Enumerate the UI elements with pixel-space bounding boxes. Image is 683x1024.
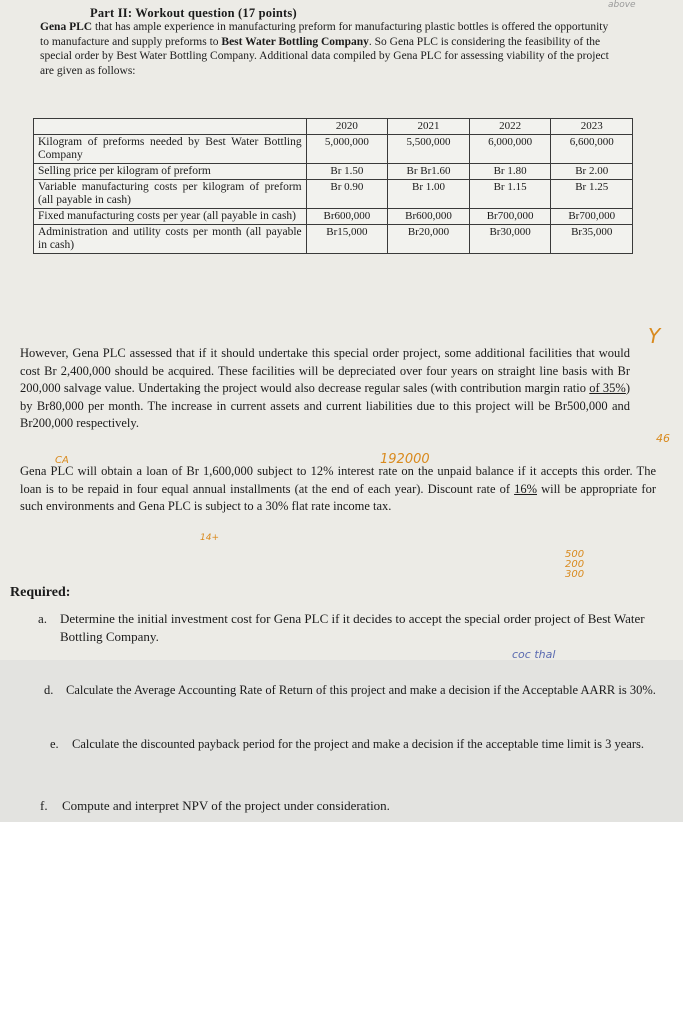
table-cell: Br30,000 xyxy=(469,225,551,254)
table-cell: 5,000,000 xyxy=(306,135,388,164)
table-cell: Br 0.90 xyxy=(306,180,388,209)
handwritten-192000: 192000 xyxy=(380,452,430,467)
question-text: Calculate the Average Accounting Rate of Return of this project and make a decision if the Acceptable AARR is 30%. xyxy=(66,683,656,697)
intro-text: that has ample experience in manufacturing preform for manufacturing plastic bottles is offered the opportunity to manufacture and supply preforms to xyxy=(40,21,609,48)
row-label: Administration and utility costs per month (all payable in cash) xyxy=(34,225,307,254)
table-row xyxy=(34,164,633,180)
row-label: Variable manufacturing costs per kilogram of preform (all payable in cash) xyxy=(34,180,307,209)
year-header: 2023 xyxy=(551,119,633,135)
loan-paragraph xyxy=(20,463,656,516)
row-label: Kilogram of preforms needed by Best Water Bottling Company xyxy=(34,135,307,164)
para2-text-end: will be appropriate for such environments and Gena PLC is subject to a 30% flat rate income tax. xyxy=(20,481,656,513)
para1-underlined: of 35% xyxy=(589,381,626,395)
table-row xyxy=(34,135,633,164)
table-cell: Br 2.00 xyxy=(551,164,633,180)
table-header-row xyxy=(34,119,633,135)
handwritten-stack-line: 200 xyxy=(565,559,585,570)
handwritten-ca: CA xyxy=(55,455,69,466)
handwritten-14: 14+ xyxy=(200,533,219,543)
table-cell: 6,600,000 xyxy=(551,135,633,164)
handwritten-stack xyxy=(565,550,584,580)
handwritten-above: above xyxy=(608,0,636,10)
table-cell: Br700,000 xyxy=(551,209,633,225)
year-header: 2020 xyxy=(306,119,388,135)
blank-area xyxy=(0,822,683,1024)
question-letter: d. xyxy=(44,683,54,697)
table-cell: 6,000,000 xyxy=(469,135,551,164)
intro-paragraph xyxy=(40,20,620,78)
table-cell: Br Br1.60 xyxy=(388,164,470,180)
para1-text: However, Gena PLC assessed that if it should undertake this special order project, some additional facilities that would cost Br 2,400,000 should be acquired. These facilities will be depreciated over four years on straight line basis with Br 200,000 salvage value. Undertaking the project would also decrease regular sales (with contribution margin ratio xyxy=(20,346,630,395)
question-d xyxy=(44,682,664,698)
table-cell: Br20,000 xyxy=(388,225,470,254)
project-data-table xyxy=(33,118,633,254)
table-cell: Br35,000 xyxy=(551,225,633,254)
question-text: Compute and interpret NPV of the project under consideration. xyxy=(62,798,390,813)
table-cell: Br600,000 xyxy=(388,209,470,225)
question-text: Determine the initial investment cost for Gena PLC if it decides to accept the special order project of Best Water Bottling Company. xyxy=(60,611,645,644)
additional-facilities-paragraph xyxy=(20,345,630,433)
table-corner-cell xyxy=(34,119,307,135)
required-heading: Required: xyxy=(10,585,71,600)
row-label: Selling price per kilogram of preform xyxy=(34,164,307,180)
table-cell: Br 1.25 xyxy=(551,180,633,209)
handwritten-46: 46 xyxy=(656,432,670,445)
table-cell: Br15,000 xyxy=(306,225,388,254)
table-row xyxy=(34,225,633,254)
table-cell: 5,500,000 xyxy=(388,135,470,164)
table-row xyxy=(34,180,633,209)
para2-underlined: 16% xyxy=(514,481,537,496)
table-cell: Br 1.50 xyxy=(306,164,388,180)
question-letter: e. xyxy=(50,737,59,751)
intro-bold-text: Gena PLC xyxy=(40,21,93,33)
question-f xyxy=(40,798,640,814)
handwritten-stack-line: 500 xyxy=(565,549,585,560)
table-cell: Br600,000 xyxy=(306,209,388,225)
intro-text: . So Gena PLC is considering the feasibility of the special order by Best Water Bottling Company. Additional data compiled by Gena PLC for assessing viability of the project are given as follows: xyxy=(40,35,609,77)
para1-text-end: ) by Br80,000 per month. The increase in current assets and current liabilities due to this project will be Br500,000 and Br200,000 respectively. xyxy=(20,381,631,430)
question-letter: a. xyxy=(38,611,48,626)
year-header: 2022 xyxy=(469,119,551,135)
table-cell: Br700,000 xyxy=(469,209,551,225)
question-a xyxy=(38,610,668,646)
table-cell: Br 1.80 xyxy=(469,164,551,180)
handwritten-stack-line: 300 xyxy=(565,569,585,580)
table-row xyxy=(34,209,633,225)
question-e xyxy=(50,736,665,752)
table-cell: Br 1.00 xyxy=(388,180,470,209)
table-cell: Br 1.15 xyxy=(469,180,551,209)
intro-bold-text: Best Water Bottling Company xyxy=(221,35,369,48)
para2-text: Gena PLC will obtain a loan of Br 1,600,000 subject to 12% interest rate on the unpaid balance if it accepts this order. The loan is to be repaid in four equal annual installments (at the end of each year). Discount rate of xyxy=(20,464,656,496)
handwritten-y: Y xyxy=(648,324,661,348)
handwritten-coc: coc thal xyxy=(512,648,556,661)
question-text: Calculate the discounted payback period for the project and make a decision if the acceptable time limit is 3 years. xyxy=(72,737,645,751)
year-header: 2021 xyxy=(388,119,470,135)
part-title: Part II: Workout question (17 points) xyxy=(90,6,297,20)
row-label: Fixed manufacturing costs per year (all payable in cash) xyxy=(34,209,307,225)
question-letter: f. xyxy=(40,798,48,813)
